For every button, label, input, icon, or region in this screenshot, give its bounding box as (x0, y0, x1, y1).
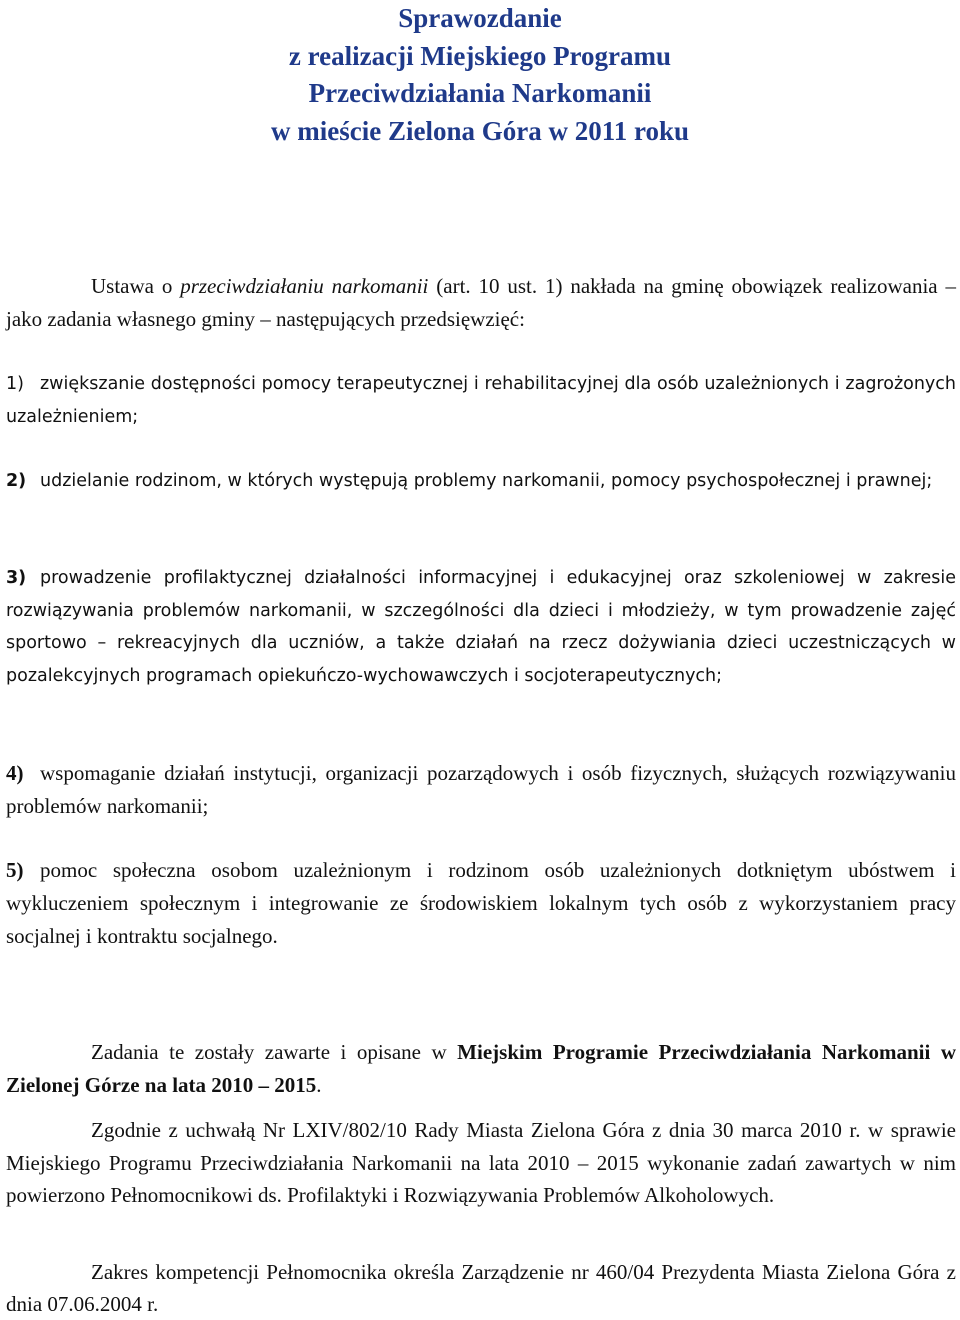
intro-text-start: Ustawa o (91, 274, 181, 298)
program-text-start: Zadania te zostały zawarte i opisane w (91, 1040, 458, 1064)
title-line-2: z realizacji Miejskiego Programu (288, 40, 672, 71)
list-item-text: udzielanie rodzinom, w których występują problemy narkomanii, pomocy psychospołecznej i prawnej; (40, 471, 933, 491)
list-item (6, 465, 956, 498)
list-item-number: 5) (6, 858, 24, 882)
title-line-4: w mieście Zielona Góra w 2011 roku (271, 115, 689, 146)
list-item-number: 4) (6, 761, 24, 785)
list-item-number: 2) (6, 471, 27, 491)
resolution-text: Zgodnie z uchwałą Nr LXIV/802/10 Rady Miasta Zielona Góra z dnia 30 marca 2010 r. w sprawie Miejskiego Programu Przeciwdziałania Narkomanii na lata 2010 – 2015 wykonanie zadań zawartych w nim powierzono Pełnomocnikowi ds. Profilaktyki i Rozwiązywania Problemów Alkoholowych. (6, 1118, 956, 1207)
list-item (6, 368, 956, 433)
resolution-paragraph (6, 1114, 956, 1212)
document-title (0, 0, 960, 150)
scope-text: Zakres kompetencji Pełnomocnika określa Zarządzenie nr 460/04 Prezydenta Miasta Zielona Góra z dnia 07.06.2004 r. (6, 1260, 956, 1316)
list-item-text: prowadzenie profilaktycznej działalności informacyjnej i edukacyjnej oraz szkoleniowej w zakresie rozwiązywania problemów narkomanii, w szczególności dla dzieci i młodzieży, w tym prowadzenie zajęć sportowo – rekreacyjnych dla uczniów, a także działań na rzecz dożywiania dzieci uczestniczących w pozalekcyjnych programach opiekuńczo-wychowawczych i socjoterapeutycznych; (6, 568, 956, 686)
title-line-3: Przeciwdziałania Narkomanii (308, 78, 652, 108)
list-item-text: pomoc społeczna osobom uzależnionym i rodzinom osób uzależnionych dotkniętym ubóstwem i wykluczeniem społecznym i integrowanie ze środowiskiem lokalnym tych osób z wykorzystaniem pracy socjalnej i kontraktu socjalnego. (6, 858, 956, 948)
program-text-end: . (316, 1073, 322, 1097)
scope-paragraph (6, 1257, 956, 1320)
intro-text-end: (art. 10 ust. 1) nakłada na gminę obowiązek realizowania – jako zadania własnego gminy – następujących przedsięwzięć: (6, 274, 956, 331)
list-item-text: zwiększanie dostępności pomocy terapeutycznej i rehabilitacyjnej dla osób uzależnionych i zagrożonych uzależnieniem; (6, 374, 956, 427)
program-name: Miejskim Programie Przeciwdziałania Narkomanii w Zielonej Górze na lata 2010 – 2015 (6, 1040, 957, 1097)
intro-paragraph (6, 270, 956, 335)
list-item-text: wspomaganie działań instytucji, organizacji pozarządowych i osób fizycznych, służących rozwiązywaniu problemów narkomanii; (6, 761, 956, 818)
intro-act-name: przeciwdziałaniu narkomanii (180, 274, 429, 298)
list-item-number: 1) (6, 374, 24, 394)
list-item (6, 757, 956, 822)
program-paragraph (6, 1036, 956, 1102)
list-item-number: 3) (6, 568, 27, 588)
title-line-1: Sprawozdanie (398, 3, 562, 33)
list-item (6, 562, 956, 692)
list-item (6, 854, 956, 953)
